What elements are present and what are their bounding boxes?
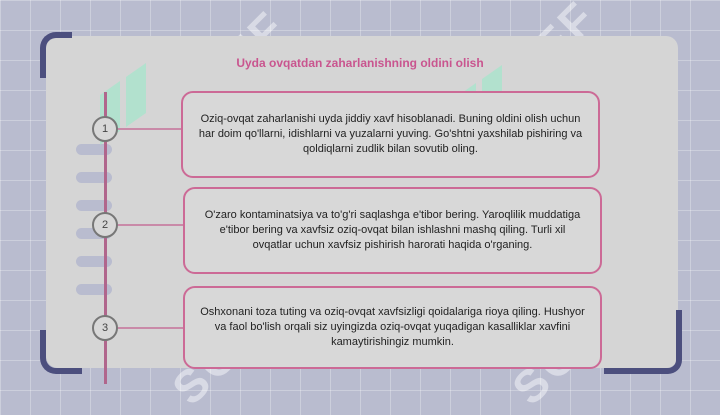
step-connector	[118, 224, 184, 226]
slide-title: Uyda ovqatdan zaharlanishning oldini olish	[236, 56, 484, 70]
step-text-box: O'zaro kontaminatsiya va to'g'ri saqlashga e'tibor bering. Yaroqlilik muddatiga e'tibor bering va xavfsiz oziq-ovqat bilan ishlashni mashq qiling. Turli xil ovqatlar uchun xavfsiz pishirish harorati haqida o'rganing.	[183, 187, 602, 274]
frame-corner-bottom-left	[40, 330, 82, 374]
step-number-badge: 3	[92, 315, 118, 341]
step-text-box: Oziq-ovqat zaharlanishi uyda jiddiy xavf hisoblanadi. Buning oldini olish uchun har doim qo'llarni, idishlarni va yuzalarni yuving. Go'shtni yaxshilab pishiring va qoldiqlarni zudlik bilan sovutib oling.	[181, 91, 600, 178]
step-text-box: Oshxonani toza tuting va oziq-ovqat xavfsizligi qoidalariga rioya qiling. Hushyor va faol bo'lish orqali siz uyingizda oziq-ovqat yuqadigan kasalliklar xavfini kamaytirishingiz mumkin.	[183, 286, 602, 369]
step-number-badge: 1	[92, 116, 118, 142]
frame-corner-bottom-right	[604, 310, 682, 374]
step-connector	[118, 128, 182, 130]
step-number-badge: 2	[92, 212, 118, 238]
step-connector	[118, 327, 184, 329]
frame-corner-top-left	[40, 32, 72, 78]
